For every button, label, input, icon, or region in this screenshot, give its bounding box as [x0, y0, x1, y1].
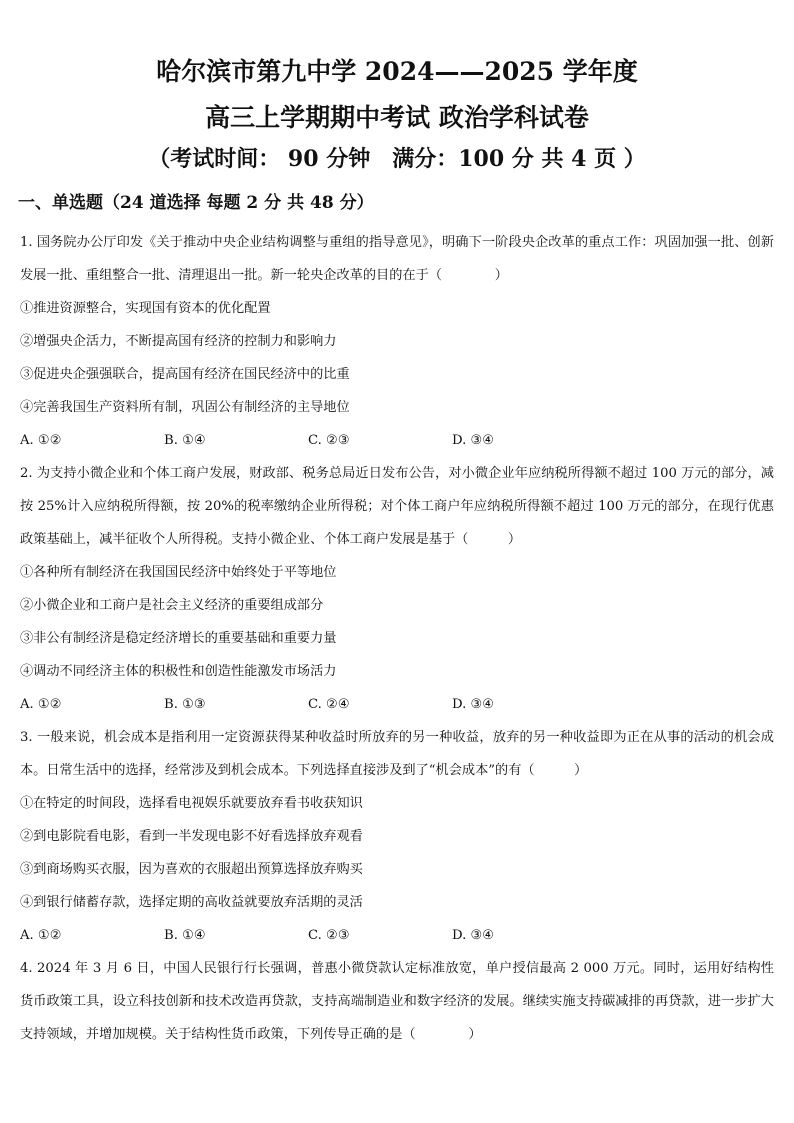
choice-b: B. ①④: [164, 928, 206, 943]
question-stem: 4. 2024 年 3 月 6 日，中国人民银行行长强调，普惠小微贷款认定标准放宽，单户授信最高 2 000 万元。同时，运用好结构性货币政策工具，设立科技创新和技术改造再贷款，支持高端制造业和数字经济的发展。继续实施支持碳减排的再贷款，进一步扩大支持领域，并增加规模。关于结构性货币政策，下列传导正确的是（ ）: [20, 961, 774, 1042]
question-option: ①在特定的时间段，选择看电视娱乐就要放弃看书收获知识: [20, 796, 363, 811]
question-2: [20, 457, 774, 721]
question-stem: 1. 国务院办公厅印发《关于推动中央企业结构调整与重组的指导意见》，明确下一阶段央企改革的重点工作：巩固加强一批、创新发展一批、重组整合一批、清理退出一批。新一轮央企改革的目的在于（ ）: [20, 235, 774, 283]
question-option: ②增强央企活力，不断提高国有经济的控制力和影响力: [20, 334, 337, 349]
exam-info: （考试时间： 90 分钟 满分：100 分 共 4 页 ）: [148, 146, 646, 172]
question-4: [20, 952, 774, 1051]
answer-choices: [20, 919, 774, 952]
choice-a: A. ①②: [20, 697, 62, 712]
choice-c: C. ②③: [308, 433, 350, 448]
answer-choices: [20, 688, 774, 721]
question-option: ①各种所有制经济在我国国民经济中始终处于平等地位: [20, 565, 337, 580]
question-stem: 2. 为支持小微企业和个体工商户发展，财政部、税务总局近日发布公告，对小微企业年应纳税所得额不超过 100 万元的部分，减按 25%计入应纳税所得额，按 20%的税率缴纳企业所得税；对个体工商户年应纳税所得额不超过 100 万元的部分，在现行优惠政策基础上，减半征收个人所得税。支持小微企业、个体工商户发展是基于（ ）: [20, 466, 774, 547]
choice-b: B. ①③: [164, 697, 206, 712]
questions-list: [20, 226, 774, 1051]
question-option: ③非公有制经济是稳定经济增长的重要基础和重要力量: [20, 631, 337, 646]
question-1: [20, 226, 774, 457]
question-3: [20, 721, 774, 952]
question-option: ③到商场购买衣服，因为喜欢的衣服超出预算选择放弃购买: [20, 862, 363, 877]
question-option: ④到银行储蓄存款，选择定期的高收益就要放弃活期的灵活: [20, 895, 363, 910]
choice-c: C. ②③: [308, 928, 350, 943]
choice-d: D. ③④: [452, 433, 495, 448]
section-heading: 一、单选题（24 道选择 每题 2 分 共 48 分）: [18, 193, 374, 213]
choice-d: D. ③④: [452, 928, 495, 943]
choice-a: A. ①②: [20, 928, 62, 943]
exam-title-school: 哈尔滨市第九中学 2024——2025 学年度: [156, 57, 638, 86]
choice-d: D. ③④: [452, 697, 495, 712]
question-stem: 3. 一般来说，机会成本是指利用一定资源获得某种收益时所放弃的另一种收益，放弃的另一种收益即为正在从事的活动的机会成本。日常生活中的选择，经常涉及到机会成本。下列选择直接涉及到了“机会成本”的有（ ）: [20, 730, 774, 778]
question-option: ①推进资源整合，实现国有资本的优化配置: [20, 301, 271, 316]
question-option: ④完善我国生产资料所有制，巩固公有制经济的主导地位: [20, 400, 350, 415]
question-option: ②到电影院看电影，看到一半发现电影不好看选择放弃观看: [20, 829, 363, 844]
question-option: ②小微企业和工商户是社会主义经济的重要组成部分: [20, 598, 324, 613]
answer-choices: [20, 424, 774, 457]
question-option: ④调动不同经济主体的积极性和创造性能激发市场活力: [20, 664, 337, 679]
question-option: ③促进央企强强联合，提高国有经济在国民经济中的比重: [20, 367, 350, 382]
choice-c: C. ②④: [308, 697, 350, 712]
exam-title-subject: 高三上学期期中考试 政治学科试卷: [205, 103, 589, 132]
choice-b: B. ①④: [164, 433, 206, 448]
choice-a: A. ①②: [20, 433, 62, 448]
